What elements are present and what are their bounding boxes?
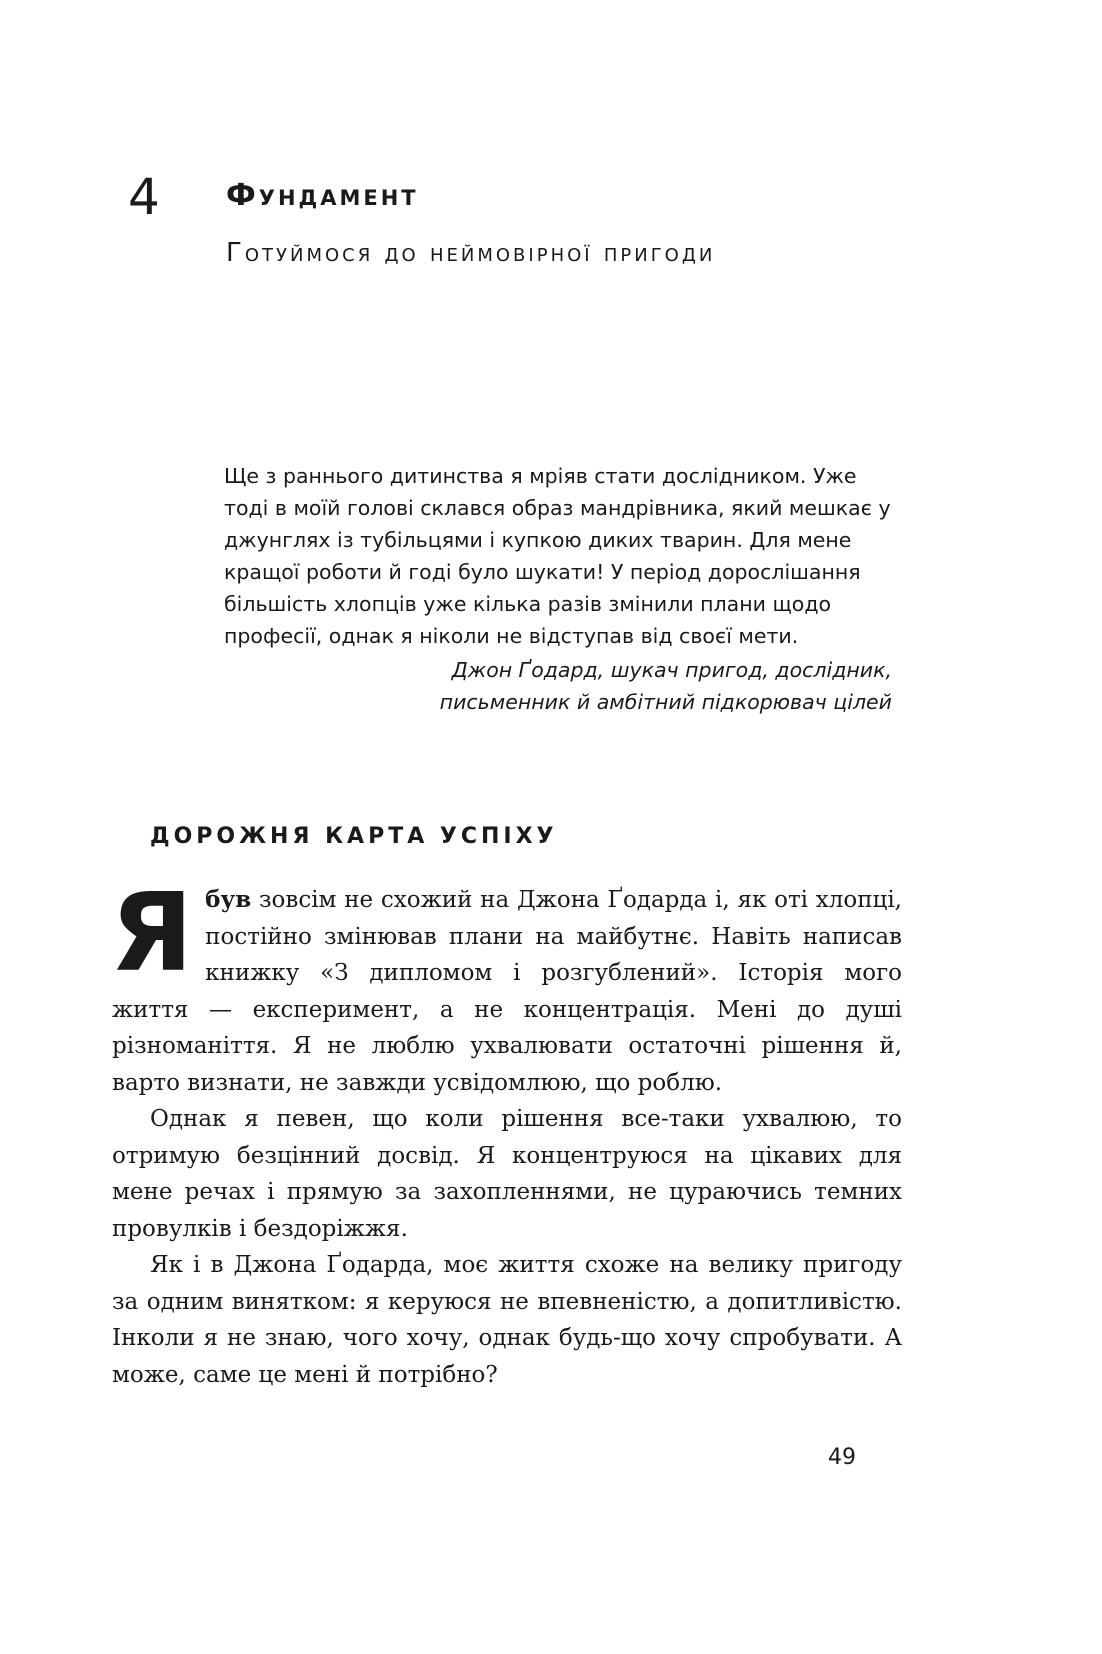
body-paragraph-1-text: зовсім не схожий на Джона Ґодарда і, як оті хлопці, постійно змінював плани на майбутнє. Навіть написав книжку «З дипломом і розгублений». Історія мого життя — експеримент, а не концентрація. Мені до душі різноманіття. Я не люблю ухвалювати остаточні рішення й, варто визнати, не завжди усвідомлюю, що роблю. [112, 887, 902, 1096]
lead-word: був [205, 886, 252, 913]
chapter-number: 4 [128, 168, 160, 226]
epigraph-text: Ще з раннього дитинства я мріяв стати дослідником. Уже тоді в моїй голові склався образ мандрівника, який мешкає у джунглях із тубільцями і купкою диких тварин. Для мене кращої роботи й годі було шукати! У період дорослішання більшість хлопців уже кілька разів змінили плани щодо професії, однак я ніколи не відступав від своєї мети. [224, 464, 891, 648]
epigraph-attribution-line-2: письменник й амбітний підкорювач цілей [439, 690, 892, 714]
body-paragraph-3: Як і в Джона Ґодарда, моє життя схоже на велику пригоду за одним винятком: я керуюся не впевненістю, а допитливістю. Інколи я не знаю, чого хочу, однак будь-що хочу спробувати. А може, саме це мені й потрібно? [112, 1252, 902, 1388]
body-paragraph-1 [110, 871, 902, 1101]
epigraph [224, 460, 904, 718]
chapter-title: Фундамент [226, 178, 419, 213]
epigraph-attribution-line-1: Джон Ґодард, шукач пригод, дослідник, [451, 658, 892, 682]
body-paragraph-2: Однак я певен, що коли рішення все-таки ухвалюю, то отримую безцінний досвід. Я концентруюся на цікавих для мене речах і прямую за захопленнями, не цураючись темних провулків і бездоріжжя. [112, 1106, 902, 1242]
epigraph-attribution [224, 654, 904, 718]
drop-cap: Я [110, 871, 194, 996]
page-number: 49 [828, 1445, 856, 1470]
body-text [110, 871, 902, 1393]
section-heading: ДОРОЖНЯ КАРТА УСПІХУ [150, 824, 558, 849]
chapter-subtitle: Готуймося до неймовірної пригоди [226, 238, 716, 268]
